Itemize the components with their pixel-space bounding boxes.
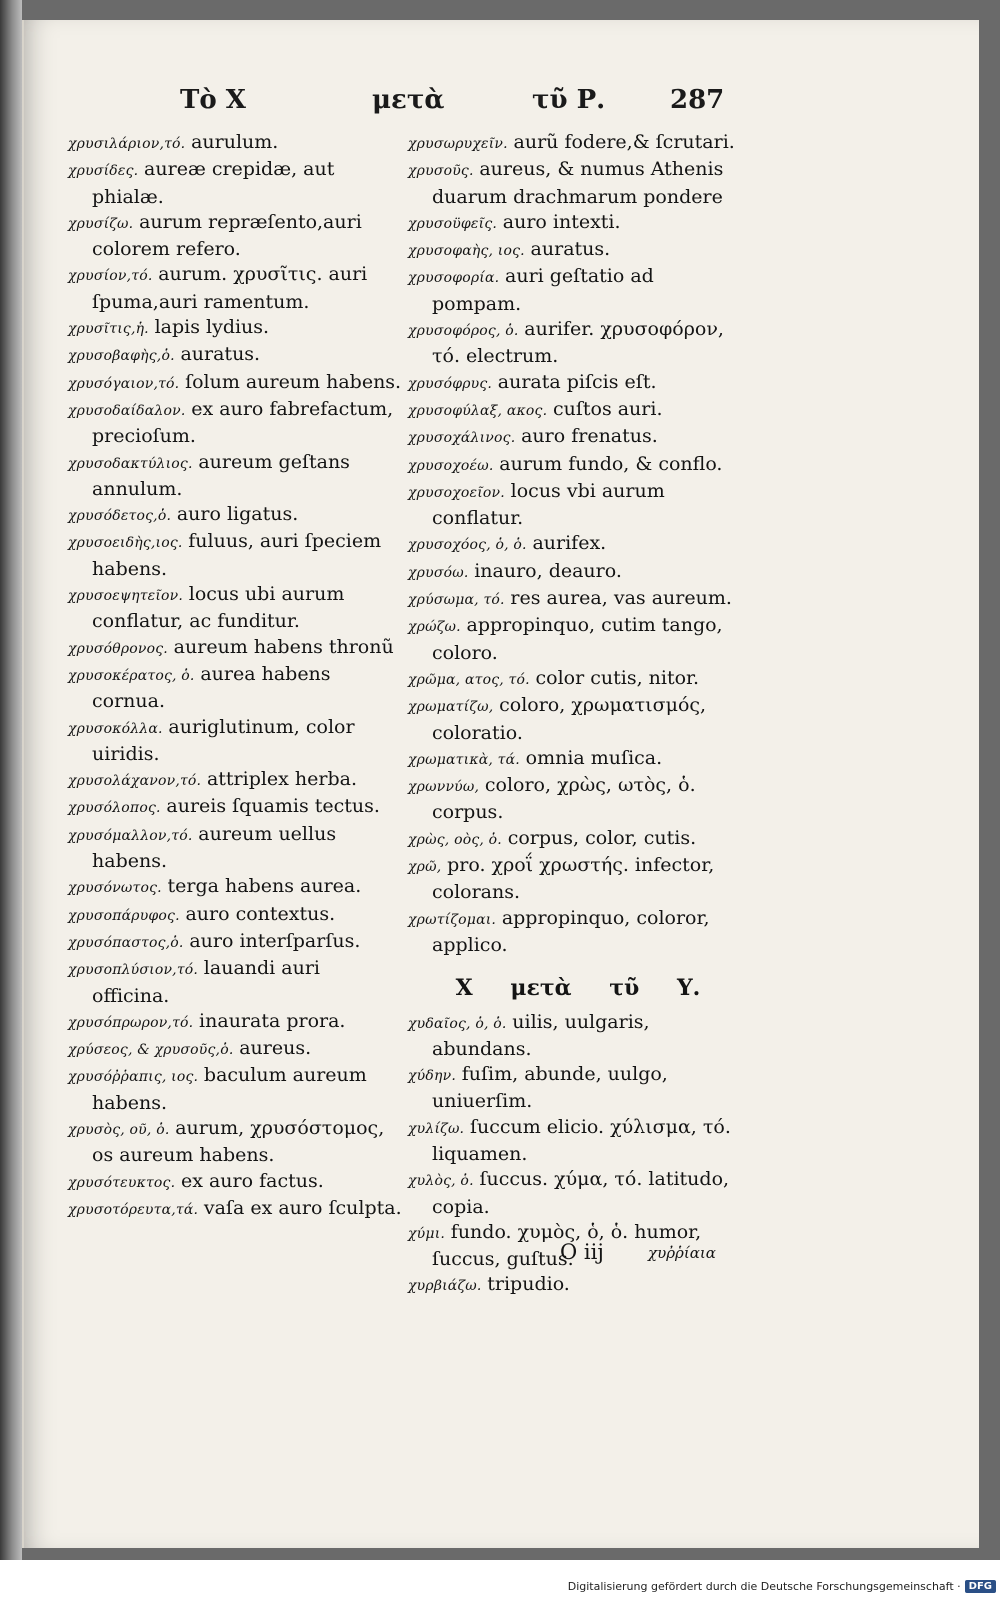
dictionary-entry [408, 1272, 748, 1299]
entry-headword: χυλίζω. [408, 1120, 465, 1137]
entry-headword: χρυσοειδὴς,ιος. [68, 535, 183, 552]
entry-headword: χρυσοκόλλα. [68, 720, 163, 737]
dictionary-entry [408, 370, 748, 397]
entry-definition: ſuccum elicio. χύλισμα, τό. liquamen. [432, 1115, 731, 1165]
entry-definition: fuluus, auri ſpeciem habens. [92, 530, 382, 580]
entry-definition: aurifex. [532, 532, 607, 555]
entry-definition: appropinquo, cutim tango, coloro. [432, 614, 723, 664]
entry-definition: terga habens aurea. [167, 875, 362, 898]
entry-definition: fuſim, abunde, uulgo, uniuerſim. [432, 1063, 668, 1113]
entry-definition: attriplex herba. [206, 768, 358, 791]
entry-definition: aurũ fodere,& ſcrutari. [513, 131, 735, 153]
entry-definition: auriglutinum, color uiridis. [92, 715, 355, 765]
dictionary-entry [68, 794, 403, 821]
dictionary-entry [408, 210, 748, 237]
entry-definition: aurata piſcis eſt. [497, 370, 657, 393]
entry-headword: χρωτίζομαι. [408, 911, 497, 928]
dictionary-entry [68, 715, 403, 768]
entry-definition: aurulum. [191, 131, 279, 153]
dictionary-entry [408, 746, 748, 773]
dfg-logo-icon: DFG [965, 1580, 996, 1593]
entry-headword: χρυσωρυχεῖν. [408, 136, 508, 152]
entry-definition: cuſtos auri. [552, 397, 663, 420]
entry-definition: coloro, χρωματισμός, coloratio. [432, 694, 707, 744]
entry-definition: inaurata prora. [199, 1009, 346, 1032]
catchword: χυῤῥίαια [648, 1244, 716, 1262]
dictionary-entry [68, 210, 403, 263]
entry-definition: aureum uellus habens. [92, 822, 337, 873]
entry-headword: χρυσοφόρος, ὁ. [408, 323, 519, 340]
right-column [408, 130, 748, 1300]
dictionary-entry [408, 1115, 748, 1168]
entry-headword: χρυσῖτις,ἡ. [68, 321, 149, 338]
entry-headword: χρῶ, [408, 859, 442, 876]
entry-definition: aureum habens thronũ [173, 635, 394, 658]
dictionary-entry [68, 157, 403, 210]
entry-headword: χρυσόλοπος. [68, 800, 161, 817]
dictionary-entry [408, 424, 748, 451]
entry-headword: χρωματίζω, [408, 699, 494, 716]
entry-headword: χρωματικὰ, τά. [408, 751, 520, 768]
book-binding-edge [0, 0, 22, 1560]
entry-headword: χρυσόω. [408, 564, 469, 581]
entry-headword: χρὼς, οὸς, ὁ. [408, 831, 502, 848]
entry-headword: χρυσοφορία. [408, 270, 500, 287]
dictionary-entry [68, 130, 403, 157]
entry-headword: χυλὸς, ὁ. [408, 1173, 474, 1190]
dictionary-entry [68, 582, 403, 635]
entry-headword: χρυσιλάριον,τό. [68, 136, 186, 152]
entry-definition: ex auro fabrefactum, precioſum. [92, 397, 394, 448]
entry-definition: auro intexti. [502, 210, 621, 233]
entry-definition: uilis, uulgaris, abundans. [432, 1010, 650, 1060]
page-footer [550, 1240, 770, 1270]
entry-headword: χυρβιάζω. [408, 1278, 482, 1295]
entry-headword: χρυσόθρονος. [68, 640, 168, 657]
entry-headword: χρυσόφρυς. [408, 375, 493, 392]
dictionary-entry [68, 315, 403, 342]
entry-headword: χρυσολάχανον,τό. [68, 773, 202, 790]
dictionary-entry [408, 1010, 748, 1063]
page-number: 287 [670, 85, 725, 115]
entry-definition: omnia muſica. [525, 746, 663, 769]
header-center: μετὰ [372, 85, 445, 115]
dictionary-entry [68, 1063, 403, 1116]
entry-definition: auratus. [530, 238, 611, 261]
dictionary-entry [68, 262, 403, 315]
entry-headword: χρυσόπρωρον,τό. [68, 1014, 194, 1031]
dictionary-entry [68, 1009, 403, 1036]
entry-definition: aureæ crepidæ, aut phialæ. [92, 158, 335, 208]
dictionary-entry [68, 822, 403, 875]
entry-definition: auro ligatus. [176, 503, 299, 526]
entry-headword: χρυσόνωτος. [68, 880, 162, 897]
entry-definition: locus vbi aurum conflatur. [432, 479, 665, 530]
entry-headword: χρυσοχάλινος. [408, 430, 516, 447]
dictionary-entry [68, 1116, 403, 1169]
entry-headword: χρυσοπάρυφος. [68, 907, 180, 924]
entry-headword: χρυσοτόρευτα,τά. [68, 1201, 199, 1218]
dictionary-entry [68, 342, 403, 369]
entry-headword: χρυσόγαιον,τό. [68, 375, 180, 392]
entry-definition: baculum aureum habens. [92, 1064, 367, 1114]
entry-headword: χύμι. [408, 1225, 446, 1242]
entry-definition: res aurea, vas aureum. [510, 587, 732, 610]
dictionary-entry [68, 874, 403, 901]
entry-definition: aureum geſtans annulum. [92, 450, 350, 500]
entry-definition: auri geſtatio ad pompam. [432, 265, 654, 315]
entry-definition: aurum, χρυσόστομος, os aureum habens. [92, 1116, 385, 1167]
entry-headword: χρυσόπαστος,ὁ. [68, 934, 184, 951]
dictionary-entry [68, 1196, 403, 1223]
entry-headword: χρυσόμαλλον,τό. [68, 827, 193, 844]
entry-definition: inauro, deauro. [474, 559, 622, 582]
entry-definition: lauandi auri officina. [92, 957, 321, 1007]
dictionary-entry [68, 1169, 403, 1196]
running-header [160, 85, 760, 125]
entry-headword: χρυσοφαὴς, ιος. [408, 243, 525, 260]
entry-definition: locus ubi aurum conflatur, ac funditur. [92, 583, 345, 633]
entry-headword: χρυσότευκτος. [68, 1174, 176, 1191]
entry-headword: χρυσοφύλαξ, ακος. [408, 402, 548, 419]
entry-headword: χύδην. [408, 1068, 456, 1085]
entry-definition: vaſa ex auro ſculpta. [203, 1196, 402, 1219]
entry-definition: appropinquo, coloror, applico. [432, 906, 710, 956]
entry-headword: χρωννύω, [408, 779, 480, 796]
entry-definition: auro interſparſus. [189, 929, 361, 952]
credit-text: Digitalisierung gefördert durch die Deutsche Forschungsgemeinschaft · [567, 1579, 961, 1593]
entry-definition: coloro, χρὼς, ωτὸς, ὁ. corpus. [432, 774, 696, 824]
signature-mark: O iij [560, 1240, 604, 1264]
entry-headword: χρυσίδες. [68, 163, 139, 180]
dictionary-entry [68, 397, 403, 450]
dictionary-entry [68, 450, 403, 503]
dictionary-entry [408, 826, 748, 853]
dictionary-entry [68, 502, 403, 529]
entry-headword: χρυσοῦς. [408, 163, 474, 180]
entry-definition: ſolum aureum habens. [185, 370, 402, 393]
dictionary-entry [408, 559, 748, 586]
right-column-entries [408, 130, 748, 958]
header-left: Τὸ Χ [180, 85, 246, 115]
dictionary-entry [68, 767, 403, 794]
entry-headword: χρυσοϋφεῖς. [408, 215, 498, 232]
entry-headword: χρυσὸς, οῦ, ὁ. [68, 1121, 170, 1138]
entry-headword: χρώζω. [408, 619, 461, 636]
dictionary-entry [408, 586, 748, 613]
entry-headword: χυδαῖος, ὁ, ὁ. [408, 1015, 507, 1032]
entry-headword: χρυσοκέρατος, ὁ. [68, 667, 195, 684]
dictionary-entry [408, 130, 748, 157]
entry-definition: fundo. χυμὸς, ὁ, ὁ. humor, ſuccus, guſtus. [432, 1220, 702, 1271]
dictionary-entry [408, 397, 748, 424]
entry-headword: χρυσοχοεῖον. [408, 484, 505, 501]
digitization-credit [568, 1577, 996, 1595]
entry-definition: ſuccus. χύμα, τό. latitudo, copia. [432, 1168, 730, 1218]
dictionary-entry [408, 264, 748, 317]
entry-definition: aurum fundo, & conflo. [499, 452, 723, 475]
entry-definition: aurifer. χρυσοφόρον, τό. electrum. [432, 318, 724, 368]
entry-definition: color cutis, nitor. [535, 666, 700, 689]
entry-headword: χρυσίον,τό. [68, 268, 153, 285]
dictionary-entry [68, 956, 403, 1009]
entry-definition: aurum repræſento,auri colorem refero. [92, 210, 362, 261]
dictionary-entry [68, 1036, 403, 1063]
dictionary-entry [68, 902, 403, 929]
entry-definition: corpus, color, cutis. [507, 826, 697, 849]
entry-headword: χρυσοβαφὴς,ὁ. [68, 348, 175, 365]
entry-headword: χρυσοπλύσιον,τό. [68, 962, 199, 979]
entry-headword: χρυσοδακτύλιος. [68, 455, 193, 472]
entry-headword: χρῶμα, ατος, τό. [408, 671, 530, 688]
dictionary-entry [408, 479, 748, 532]
entry-headword: χρυσόῤῥαπις, ιος. [68, 1069, 199, 1086]
entry-definition: ex auro factus. [180, 1169, 324, 1192]
dictionary-entry [408, 693, 748, 746]
dictionary-entry [68, 635, 403, 662]
dictionary-entry [408, 1167, 748, 1220]
dictionary-entry [408, 853, 748, 906]
section-title: Χ μετὰ τῦ Υ. [455, 975, 701, 1002]
dictionary-entry [68, 370, 403, 397]
dictionary-entry [408, 1062, 748, 1115]
entry-definition: pro. χροΐ χρωστής. infector, colorans. [432, 854, 715, 904]
dictionary-entry [408, 317, 748, 370]
dictionary-entry [68, 529, 403, 582]
entry-definition: lapis lydius. [154, 316, 270, 339]
entry-headword: χρυσοχοέω. [408, 457, 494, 474]
entry-headword: χρυσίζω. [68, 215, 134, 232]
entry-headword: χρυσόδετος,ὁ. [68, 508, 172, 525]
entry-definition: aurum. χρυσῖτις. auri ſpuma,auri ramentum. [92, 263, 368, 313]
dictionary-entry [408, 237, 748, 264]
dictionary-entry [408, 906, 748, 959]
entry-definition: auro frenatus. [521, 425, 658, 448]
entry-definition: tripudio. [487, 1273, 570, 1296]
entry-headword: χρυσοεψητεῖον. [68, 588, 184, 605]
dictionary-entry [68, 662, 403, 715]
left-column [68, 130, 403, 1223]
dictionary-entry [408, 452, 748, 479]
entry-definition: aurea habens cornua. [92, 662, 331, 713]
entry-definition: aureis ſquamis tectus. [166, 795, 380, 818]
entry-definition: auratus. [180, 343, 261, 366]
entry-headword: χρυσοδαίδαλον. [68, 402, 186, 419]
dictionary-entry [408, 531, 748, 558]
dictionary-entry [408, 773, 748, 826]
entry-definition: auro contextus. [185, 902, 336, 925]
dictionary-entry [408, 666, 748, 693]
entry-headword: χρύσωμα, τό. [408, 592, 505, 609]
header-right: τῦ Ρ. [532, 85, 606, 115]
dictionary-entry [68, 929, 403, 956]
entry-definition: aureus. [239, 1037, 312, 1060]
dictionary-entry [408, 157, 748, 210]
dictionary-entry [408, 613, 748, 666]
entry-headword: χρυσοχόος, ὁ, ὁ. [408, 537, 527, 554]
entry-definition: aureus, & numus Athenis duarum drachmarum pondere [432, 158, 724, 208]
entry-headword: χρύσεος, & χρυσοῦς,ὁ. [68, 1042, 234, 1059]
